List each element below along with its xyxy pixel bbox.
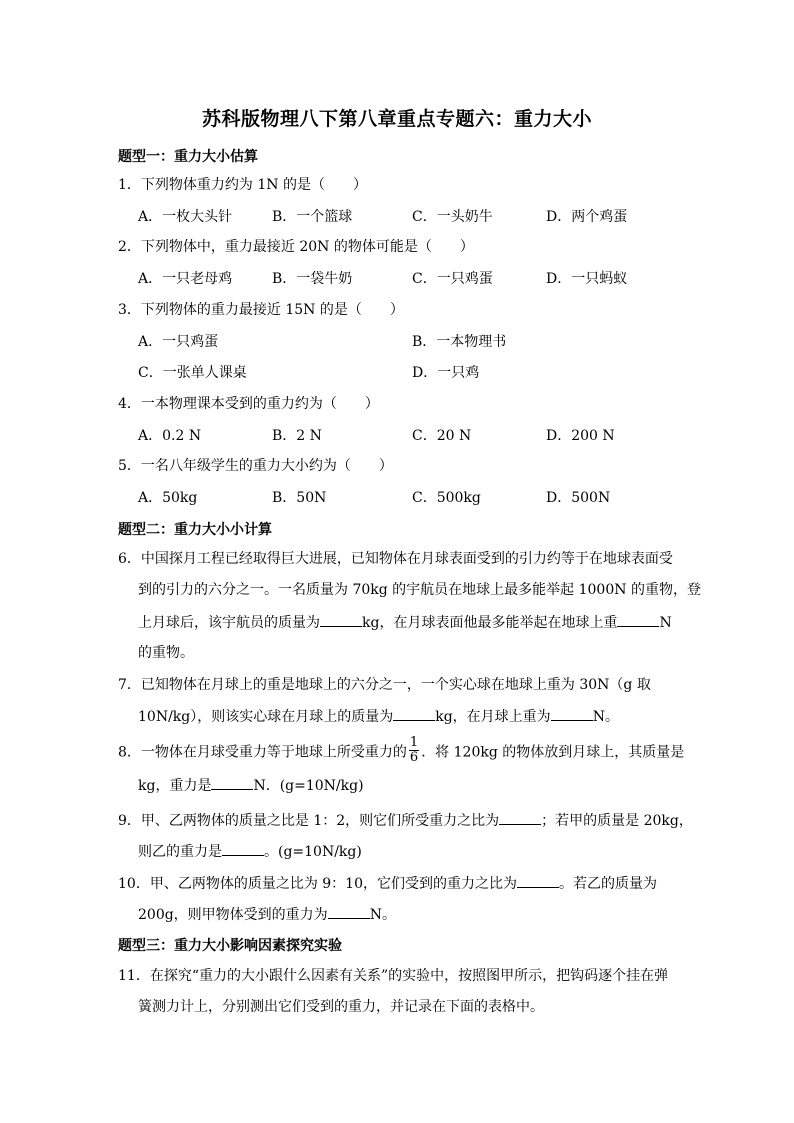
question-10-answer-blank-2[interactable] xyxy=(328,904,370,919)
question-10-text-d: N。 xyxy=(369,907,396,923)
question-7-text-b: kg，在月球上重为 xyxy=(435,709,551,725)
question-10-text-b: 。若乙的质量为 xyxy=(559,876,657,892)
question-3-option-c: C．一张单人课桌 xyxy=(138,365,247,381)
question-7-answer-blank-2[interactable] xyxy=(551,706,593,721)
question-2-option-a: A．一只老母鸡 xyxy=(138,271,233,287)
question-8-answer-blank[interactable] xyxy=(211,775,253,790)
fraction-one-sixth xyxy=(409,736,419,765)
section-heading-1: 题型一：重力大小估算 xyxy=(118,149,258,165)
question-9-text-b: ；若甲的质量是 20kg， xyxy=(541,813,693,829)
question-8-line-2 xyxy=(138,775,364,796)
question-3-option-b: B．一本物理书 xyxy=(412,334,507,350)
section-heading-2: 题型二：重力大小小计算 xyxy=(118,522,272,538)
question-8-text-c: kg，重力是 xyxy=(138,778,212,794)
question-7-line-1: 7．已知物体在月球上的重是地球上的六分之一，一个实心球在地球上重为 30N（g 取 xyxy=(118,677,651,693)
question-1-stem: 1．下列物体重力约为 1N 的是（ ） xyxy=(118,177,367,193)
question-4-option-d: D．200 N xyxy=(546,428,615,444)
question-4-option-c: C．20 N xyxy=(412,428,472,444)
question-11-line-1: 11．在探究“重力的大小跟什么因素有关系”的实验中，按照图甲所示，把钩码逐个挂在弹 xyxy=(118,968,669,984)
question-9-text-a: 9．甲、乙两物体的质量之比是 1：2，则它们所受重力之比为 xyxy=(118,813,500,829)
question-5-option-d: D．500N xyxy=(546,490,611,506)
question-3-option-d: D．一只鸡 xyxy=(412,365,480,381)
question-5-option-a: A．50kg xyxy=(138,490,198,506)
question-10-line-1 xyxy=(118,873,657,894)
question-4-option-b: B．2 N xyxy=(272,428,322,444)
section-heading-3: 题型三：重力大小影响因素探究实验 xyxy=(118,938,342,954)
question-4-option-a: A．0.2 N xyxy=(138,428,202,444)
question-1-option-d: D．两个鸡蛋 xyxy=(546,209,628,225)
fraction-denominator: 6 xyxy=(409,750,419,765)
page-title: 苏科版物理八下第八章重点专题六：重力大小 xyxy=(201,108,592,130)
question-6-line-3 xyxy=(138,612,672,633)
question-2-stem: 2．下列物体中，重力最接近 20N 的物体可能是（ ） xyxy=(118,239,474,255)
question-1-option-c: C．一头奶牛 xyxy=(412,209,493,225)
question-6-line-1: 6．中国探月工程已经取得巨大进展，已知物体在月球表面受到的引力约等于在地球表面受 xyxy=(118,551,673,567)
question-9-answer-blank-1[interactable] xyxy=(499,810,541,825)
question-9-text-d: 。(g=10N/kg) xyxy=(264,844,362,860)
question-9-line-1 xyxy=(118,810,693,831)
question-10-answer-blank-1[interactable] xyxy=(517,873,559,888)
question-2-option-c: C．一只鸡蛋 xyxy=(412,271,493,287)
fraction-numerator: 1 xyxy=(409,735,419,750)
question-8-text-a: 8．一物体在月球受重力等于地球上所受重力的 xyxy=(118,744,407,761)
question-1-option-a: A．一枚大头针 xyxy=(138,209,233,225)
question-2-option-d: D．一只蚂蚁 xyxy=(546,271,628,287)
question-1-option-b: B．一个篮球 xyxy=(272,209,353,225)
question-8-text-b: ．将 120kg 的物体放到月球上，其质量是 xyxy=(421,744,685,761)
question-10-line-2 xyxy=(138,904,396,925)
question-7-line-2 xyxy=(138,706,619,727)
question-7-text-a: 10N/kg），则该实心球在月球上的质量为 xyxy=(138,709,394,725)
question-6-text-c: N xyxy=(659,615,672,631)
question-6-line-4: 的重物。 xyxy=(138,645,194,661)
question-6-text-b: kg，在月球表面他最多能举起在地球上重 xyxy=(362,615,618,631)
question-2-option-b: B．一袋牛奶 xyxy=(272,271,353,287)
question-5-option-c: C．500kg xyxy=(412,490,481,506)
question-8-text-d: N．(g=10N/kg) xyxy=(253,778,364,794)
question-6-answer-blank-2[interactable] xyxy=(617,612,659,627)
question-6-line-2: 到的引力的六分之一。一名质量为 70kg 的宇航员在地球上最多能举起 1000N 的重物，登 xyxy=(138,582,701,598)
question-3-option-a: A．一只鸡蛋 xyxy=(138,334,219,350)
question-5-stem: 5．一名八年级学生的重力大小约为（ ） xyxy=(118,458,393,474)
question-5-option-b: B．50N xyxy=(272,490,327,506)
question-6-answer-blank-1[interactable] xyxy=(320,612,362,627)
question-10-text-a: 10．甲、乙两物体的质量之比为 9：10，它们受到的重力之比为 xyxy=(118,876,517,892)
question-3-stem: 3．下列物体的重力最接近 15N 的是（ ） xyxy=(118,302,404,318)
question-11-line-2: 簧测力计上，分别测出它们受到的重力，并记录在下面的表格中。 xyxy=(138,999,544,1015)
question-10-text-c: 200g，则甲物体受到的重力为 xyxy=(138,907,328,923)
question-8-line-1 xyxy=(118,735,685,767)
question-4-stem: 4．一本物理课本受到的重力约为（ ） xyxy=(118,396,379,412)
question-6-text-a: 上月球后，该宇航员的质量为 xyxy=(138,615,320,631)
question-7-text-c: N。 xyxy=(592,709,619,725)
question-7-answer-blank-1[interactable] xyxy=(393,706,435,721)
question-9-text-c: 则乙的重力是 xyxy=(138,844,222,860)
question-9-line-2 xyxy=(138,841,362,862)
question-9-answer-blank-2[interactable] xyxy=(222,841,264,856)
